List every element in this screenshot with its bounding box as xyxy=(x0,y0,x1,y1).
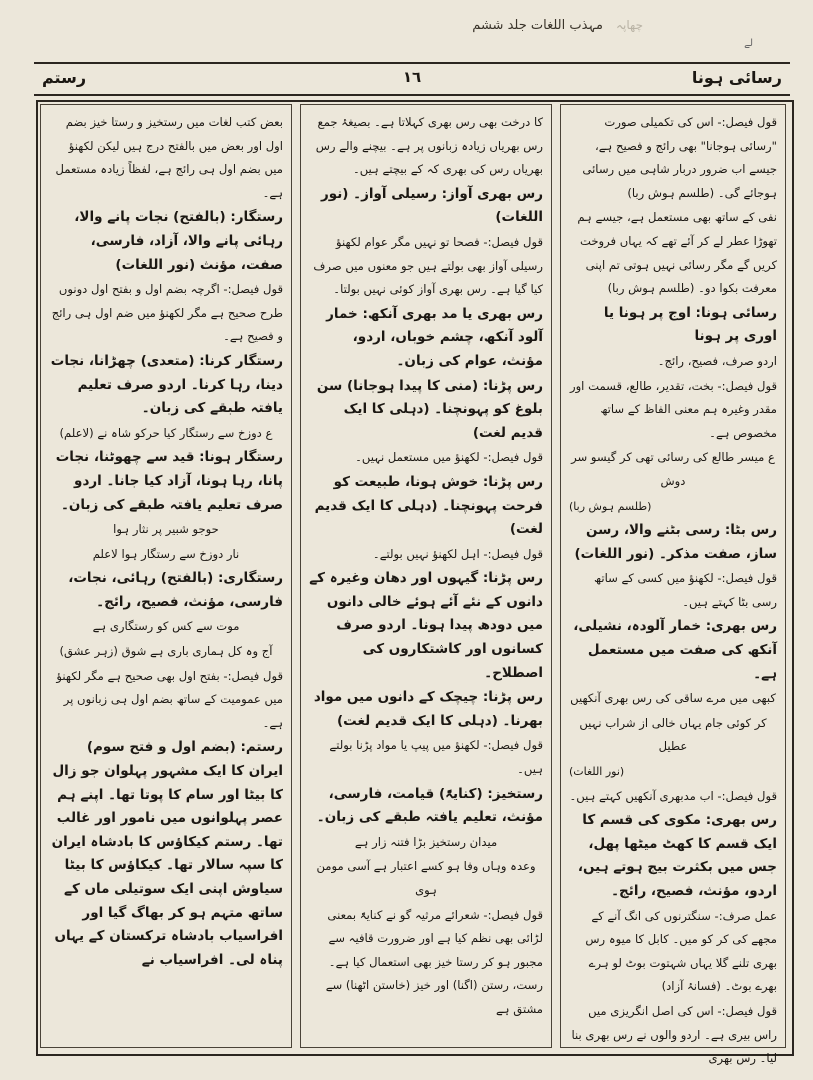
entry-headword: رستخیز: (کنایۃً) قیامت، فارسی، مؤنث، تعلیم یافتہ طبقے کی زبان۔ xyxy=(316,785,543,826)
header-headword-right: رسائی ہونا xyxy=(691,68,782,87)
entry-headword: رس پڑنا: چیچک کے دانوں میں مواد بھرنا۔ (دہلی کا ایک قدیم لغت) xyxy=(313,689,543,729)
verse-line: وعدہ وہاں وفا ہو کسے اعتبار ہے آسی مومن ہوی xyxy=(316,859,536,897)
verse-line: کر کوئی جام یہاں خالی از شراب نہیں عطیل xyxy=(579,715,767,754)
entry-line: قول فیصل:- اگرچہ بضم اول و بفتح اول دونوں طرح صحیح ہے مگر لکھنؤ میں ضم اول ہی رائج و فصیح ہے۔ xyxy=(51,282,283,344)
entry-headword: رس بھری یا مد بھری آنکھ: خمار آلود آنکھ، چشم خوباں، اردو، مؤنث، عوام کی زبان۔ xyxy=(326,305,543,369)
entry-line: قول فیصل:- فصحا تو نہیں مگر عوام لکھنؤ رسیلی آواز بھی بولتے ہیں جو معنوں میں صرف کیا گیا ہے۔ رس بھری آواز کوئی نہیں بولتا۔ xyxy=(313,234,543,297)
entry-headword: رستگار کرنا: (متعدی) چھڑانا، نجات دینا، رہا کرنا۔ اردو صرف تعلیم یافتہ طبقے کی زبان۔ xyxy=(50,352,283,417)
entry-headword: رستگاری: (بالفتح) رہائی، نجات، فارسی، مؤنث، فصیح، رائج۔ xyxy=(68,570,283,610)
verse-line: موت سے کس کو رستگاری ہے xyxy=(92,619,240,634)
running-head xyxy=(60,14,753,52)
column-right xyxy=(560,104,786,1066)
entry-line: قول فیصل:- اہل لکھنؤ نہیں بولتے۔ xyxy=(372,546,543,561)
column-middle xyxy=(300,104,552,1048)
entry-line: قول فیصل:- لکھنؤ میں مستعمل نہیں۔ xyxy=(355,450,543,465)
entry-line: بعض کتب لغات میں رستخیز و رستا خیز بضم اول اور بعض میں بالفتح درج ہیں لیکن لکھنؤ میں بضم اول ہی رائج ہے، لفظاً زیادہ مستعمل ہے۔ xyxy=(55,115,283,200)
entry-headword: رس پڑنا: خوش ہونا، طبیعت کو فرحت پہونچنا۔ (دہلی کا ایک قدیم لغت) xyxy=(314,473,543,538)
entry-headword: رسائی ہونا: اوج پر ہونا یا اوری پر ہونا xyxy=(603,304,777,345)
entry-line: اردو صرف، فصیح، رائج۔ xyxy=(657,353,777,368)
entry-headword: رستگار: (بالفتح) نجات پانے والا، رہائی پانے والا، آزاد، فارسی، صفت، مؤنث (نور اللغات) xyxy=(74,209,283,273)
entry-line: قول فیصل:- اب مدبھری آنکھیں کہتے ہیں۔ xyxy=(569,788,777,803)
entry-line: قول فیصل:- لکھنؤ میں پیپ یا مواد پڑنا بولتے ہیں۔ xyxy=(329,738,543,777)
header-headword-left: رستم xyxy=(42,68,87,87)
verse-line: ع دوزخ سے رستگار کیا حرکو شاہ نے (لاعلم) xyxy=(59,425,273,440)
entry-headword: رس پڑنا: گیہوں اور دھان وغیرہ کے دانوں کے نئے آئے ہوئے خالی دانوں میں دودھ پیدا ہونا۔ اردو صرف کسانوں اور کاشتکاروں کی اصطلاح۔ xyxy=(309,570,543,681)
entry-headword: رس بھری: خمار آلودہ، نشیلی، آنکھ کی صفت میں مستعمل ہے۔ xyxy=(573,618,777,682)
entry-headword: رستم: (بضم اول و فتح سوم) ایران کا ایک مشہور پہلوان جو زال کا بیٹا اور سام کا پوتا تھا۔ اپنے ہم عصر پہلوانوں میں نامور اور غالب تھا۔ رستم کیکاؤس کا بادشاہ ایران کا سپہ سالار تھا۔ کیکاؤس کا بیٹا سیاوش اپنی ایک سوتیلی ماں کے ساتھ متہم ہو کر بھاگ گیا اور افراسیاب بادشاہ ترکستان کے یہاں پناہ لی۔ افراسیاب نے xyxy=(51,739,283,968)
page-number: ١٦ xyxy=(402,68,422,86)
column-left xyxy=(40,104,292,1048)
series-title: مہذب اللغات جلد ششم xyxy=(472,18,603,33)
source-citation: (طلسم ہوش ربا) xyxy=(569,499,652,513)
library-stamp: چھاپہ xyxy=(616,18,643,32)
verse-line: ع میسر طالع کی رسائی تھی کر گیسو سر دوش xyxy=(571,450,775,488)
entry-line: قول فیصل:- بخت، تقدیر، طالع، قسمت اور مقدر وغیرہ ہم معنی الفاظ کے ساتھ مخصوص ہے۔ xyxy=(569,378,777,440)
entry-line: عمل صرف:- سنگترنوں کی انگ آنے کے مجھے کی کر کو میں۔ کابل کا میوہ رس بھری تلنے گلا یہاں شہتوت بوٹ لو ہرے بھرے بوٹ۔ (فسانۂ آزاد) xyxy=(585,908,777,994)
verse-line: میدان رستخیز بڑا فتنہ زار ہے xyxy=(354,834,498,849)
entry-line: قول فیصل:- لکھنؤ میں کسی کے ساتھ رسی بٹا کہتے ہیں۔ xyxy=(594,571,777,609)
entry-headword: رس بھری: مکوی کی قسم کا ایک قسم کا کھٹ میٹھا پھل، جس میں بکثرت بیج ہوتے ہیں، اردو، مؤنث، فصیح، رائج۔ xyxy=(577,812,777,899)
entry-line: قول فیصل:- بفتح اول بھی صحیح ہے مگر لکھنؤ میں عمومیت کے ساتھ بضم اول ہی زبانوں پر ہے۔ xyxy=(56,668,283,730)
entry-line: قول فیصل:- اس کی تکمیلی صورت "رسائی ہوجانا" بھی رائج و فصیح ہے، جیسے اب ضرور دربار شاہی میں رسائی ہوجائے گی۔ (طلسم ہوش ربا) xyxy=(582,115,777,200)
verse-line: نار دوزخ سے رستگار ہوا لاعلم xyxy=(92,546,240,561)
page-header xyxy=(34,62,790,96)
entry-line: قول فیصل:- اس کی اصل انگریزی میں راس بیری ہے۔ اردو والوں نے رس بھری بنا لیا۔ رس بھری xyxy=(571,1003,777,1066)
entry-headword: رس بٹا: رسی بٹنے والا، رسن ساز، صفت مذکر۔ (نور اللغات) xyxy=(574,522,777,562)
entry-line: نفی کے ساتھ بھی مستعمل ہے، جیسے ہم تھوڑا عطر لے کر آئے تھے کہ یہاں فروخت کریں گے مگر رسائی نہیں ہوتی تم اپنی معرفت بکوا دو۔ (طلسم ہوش ربا) xyxy=(577,210,777,296)
source-citation: (نور اللغات) xyxy=(569,765,625,779)
verse-line: آج وہ کل ہماری باری ہے شوق (زہر عشق) xyxy=(59,644,273,659)
entry-headword: رس پڑنا: (منی کا پیدا ہوجانا) سن بلوغ کو پہونچنا۔ (دہلی کا ایک قدیم لغت) xyxy=(316,377,543,441)
verse-line: کبھی میں مرے ساقی کی رس بھری آنکھیں xyxy=(570,691,776,706)
verse-line: حوجو شبیر پر نثار ہوا xyxy=(113,522,219,537)
entry-headword: رستگار ہونا: قید سے چھوٹنا، نجات پانا، رہا ہونا، آزاد کیا جانا۔ اردو صرف تعلیم یافتہ طبقے کی زبان۔ xyxy=(55,449,283,513)
entry-headword: رس بھری آواز: رسیلی آواز۔ (نور اللغات) xyxy=(321,185,543,226)
entry-line: قول فیصل:- شعرائے مرثیہ گو نے کنایۃً بمعنی لڑائی بھی نظم کیا ہے اور ضرورت قافیہ سے مجبور ہو کر رستا خیز بھی استعمال کیا ہے۔ رست، رستن (اگنا) اور خیز (خاستن اٹھنا) سے مشتق ہے xyxy=(325,907,543,1016)
entry-line: کا درخت بھی رس بھری کہلاتا ہے۔ بصیغۂ جمع رس بھریاں زیادہ زبانوں پر ہے۔ بیچنے والے رس بھریاں رس کی بھری کہ کے بیچتے ہیں۔ xyxy=(315,115,543,177)
page-marker: لے xyxy=(744,38,753,49)
